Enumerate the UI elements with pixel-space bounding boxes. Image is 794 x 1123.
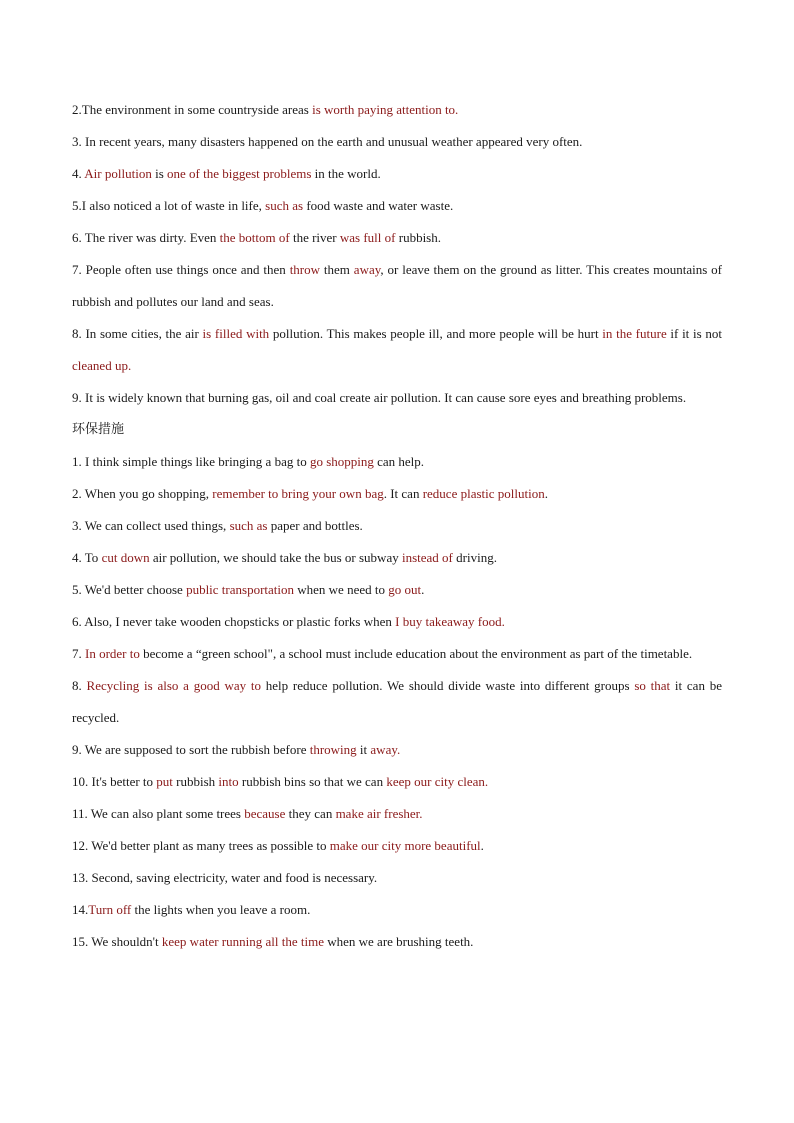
sentence-text: is — [151, 166, 167, 181]
sentence-text: 15. We shouldn't — [72, 934, 162, 949]
highlighted-phrase: such as — [229, 518, 268, 533]
sentence-text: can help. — [373, 454, 425, 469]
highlighted-phrase: keep our city clean. — [386, 774, 489, 789]
sentence-item — [72, 446, 722, 478]
sentence-text: 7. People often use things once and then — [72, 262, 290, 277]
sentence-text: 3. We can collect used things, — [72, 518, 230, 533]
highlighted-phrase: away — [353, 262, 381, 277]
sentence-text: if it is not — [666, 326, 722, 341]
highlighted-phrase: into — [218, 774, 239, 789]
highlighted-phrase: in the future — [602, 326, 667, 341]
environmental-measures-section — [72, 446, 722, 958]
highlighted-phrase: go out — [388, 582, 422, 597]
highlighted-phrase: such as — [265, 198, 304, 213]
sentence-text: air pollution, we should take the bus or subway — [149, 550, 402, 565]
sentence-text: 2. When you go shopping, — [72, 486, 213, 501]
sentence-item — [72, 606, 722, 638]
sentence-item — [72, 862, 722, 894]
sentence-text: . — [421, 582, 425, 597]
highlighted-phrase: Air pollution — [84, 166, 152, 181]
sentence-item — [72, 830, 722, 862]
highlighted-phrase: throw — [289, 262, 321, 277]
sentence-text: 8. In some cities, the air — [72, 326, 203, 341]
sentence-text: rubbish bins so that we can — [238, 774, 387, 789]
sentence-text: rubbish. — [395, 230, 441, 245]
sentence-text: the lights when you leave a room. — [131, 902, 311, 917]
sentence-text: 13. Second, saving electricity, water and food is necessary. — [72, 870, 378, 885]
highlighted-phrase: make air fresher. — [335, 806, 423, 821]
highlighted-phrase: reduce plastic pollution — [422, 486, 545, 501]
sentence-item — [72, 254, 722, 318]
sentence-text: rubbish — [172, 774, 219, 789]
sentence-item — [72, 542, 722, 574]
highlighted-phrase: one of the biggest problems — [167, 166, 312, 181]
sentence-text: it can be recycled. — [72, 678, 722, 725]
sentence-text: pollution. This makes people ill, and more people will be hurt — [269, 326, 603, 341]
highlighted-phrase: so that — [634, 678, 671, 693]
sentence-item — [72, 190, 722, 222]
pollution-problems-section — [72, 94, 722, 414]
highlighted-phrase: was full of — [339, 230, 396, 245]
section-heading: 环保措施 — [72, 422, 125, 437]
sentence-text: 1. I think simple things like bringing a bag to — [72, 454, 310, 469]
sentence-item — [72, 126, 722, 158]
highlighted-phrase: cleaned up. — [72, 358, 132, 373]
sentence-text: they can — [285, 806, 336, 821]
highlighted-phrase: make our city more beautiful — [329, 838, 481, 853]
highlighted-phrase: is filled with — [202, 326, 270, 341]
sentence-text: 8. — [72, 678, 87, 693]
sentence-text: . — [544, 486, 548, 501]
sentence-text: paper and bottles. — [267, 518, 363, 533]
sentence-item — [72, 510, 722, 542]
sentence-item — [72, 574, 722, 606]
sentence-text: 3. In recent years, many disasters happened on the earth and unusual weather appeared very often. — [72, 134, 583, 149]
sentence-text: 2.The environment in some countryside areas — [72, 102, 313, 117]
highlighted-phrase: I buy takeaway food. — [395, 614, 505, 629]
sentence-item — [72, 638, 722, 670]
highlighted-phrase: put — [156, 774, 173, 789]
sentence-text: 7. — [72, 646, 85, 661]
highlighted-phrase: Recycling is also a good way to — [86, 678, 261, 693]
sentence-text: 9. It is widely known that burning gas, oil and coal create air pollution. It can cause sore eyes and breathing problems. — [72, 390, 687, 405]
sentence-item — [72, 766, 722, 798]
sentence-item — [72, 222, 722, 254]
highlighted-phrase: the bottom of — [219, 230, 290, 245]
sentence-text: 6. The river was dirty. Even — [72, 230, 220, 245]
sentence-text: 6. Also, I never take wooden chopsticks or plastic forks when — [72, 614, 396, 629]
sentence-text: it — [356, 742, 371, 757]
highlighted-phrase: remember to bring your own bag — [212, 486, 384, 501]
highlighted-phrase: is worth paying attention to. — [312, 102, 459, 117]
sentence-text: , or leave them on the ground as litter. This creates mountains of rubbish and pollutes our land and seas. — [72, 262, 722, 309]
sentence-item — [72, 94, 722, 126]
sentence-text: in the world. — [311, 166, 381, 181]
sentence-text: 5. We'd better choose — [72, 582, 187, 597]
sentence-item — [72, 318, 722, 382]
sentence-item — [72, 670, 722, 734]
sentence-text: 12. We'd better plant as many trees as possible to — [72, 838, 330, 853]
sentence-text: when we are brushing teeth. — [323, 934, 474, 949]
highlighted-phrase: away. — [370, 742, 401, 757]
sentence-item — [72, 158, 722, 190]
sentence-item — [72, 894, 722, 926]
sentence-item — [72, 478, 722, 510]
highlighted-phrase: throwing — [309, 742, 357, 757]
sentence-text: 10. It's better to — [72, 774, 157, 789]
highlighted-phrase: keep water running all the time — [161, 934, 324, 949]
highlighted-phrase: instead of — [401, 550, 453, 565]
sentence-text: become a “green school", a school must include education about the environment as part of the timetable. — [139, 646, 693, 661]
sentence-item — [72, 798, 722, 830]
highlighted-phrase: cut down — [101, 550, 150, 565]
document-page — [72, 94, 722, 958]
sentence-text: help reduce pollution. We should divide waste into different groups — [261, 678, 635, 693]
highlighted-phrase: public transportation — [186, 582, 295, 597]
sentence-text: the river — [289, 230, 340, 245]
sentence-item — [72, 926, 722, 958]
sentence-text: . — [480, 838, 484, 853]
sentence-text: 5.I also noticed a lot of waste in life, — [72, 198, 266, 213]
sentence-text: food waste and water waste. — [303, 198, 454, 213]
highlighted-phrase: In order to — [85, 646, 140, 661]
highlighted-phrase: Turn off — [88, 902, 132, 917]
sentence-text: 4. — [72, 166, 85, 181]
highlighted-phrase: because — [244, 806, 286, 821]
sentence-item — [72, 382, 722, 414]
highlighted-phrase: go shopping — [309, 454, 374, 469]
sentence-item — [72, 734, 722, 766]
sentence-text: them — [320, 262, 354, 277]
sentence-text: 14. — [72, 902, 89, 917]
sentence-text: when we need to — [294, 582, 389, 597]
sentence-text: driving. — [452, 550, 497, 565]
sentence-text: 11. We can also plant some trees — [72, 806, 245, 821]
sentence-text: 4. To — [72, 550, 102, 565]
sentence-text: 9. We are supposed to sort the rubbish before — [72, 742, 310, 757]
sentence-text: . It can — [383, 486, 423, 501]
